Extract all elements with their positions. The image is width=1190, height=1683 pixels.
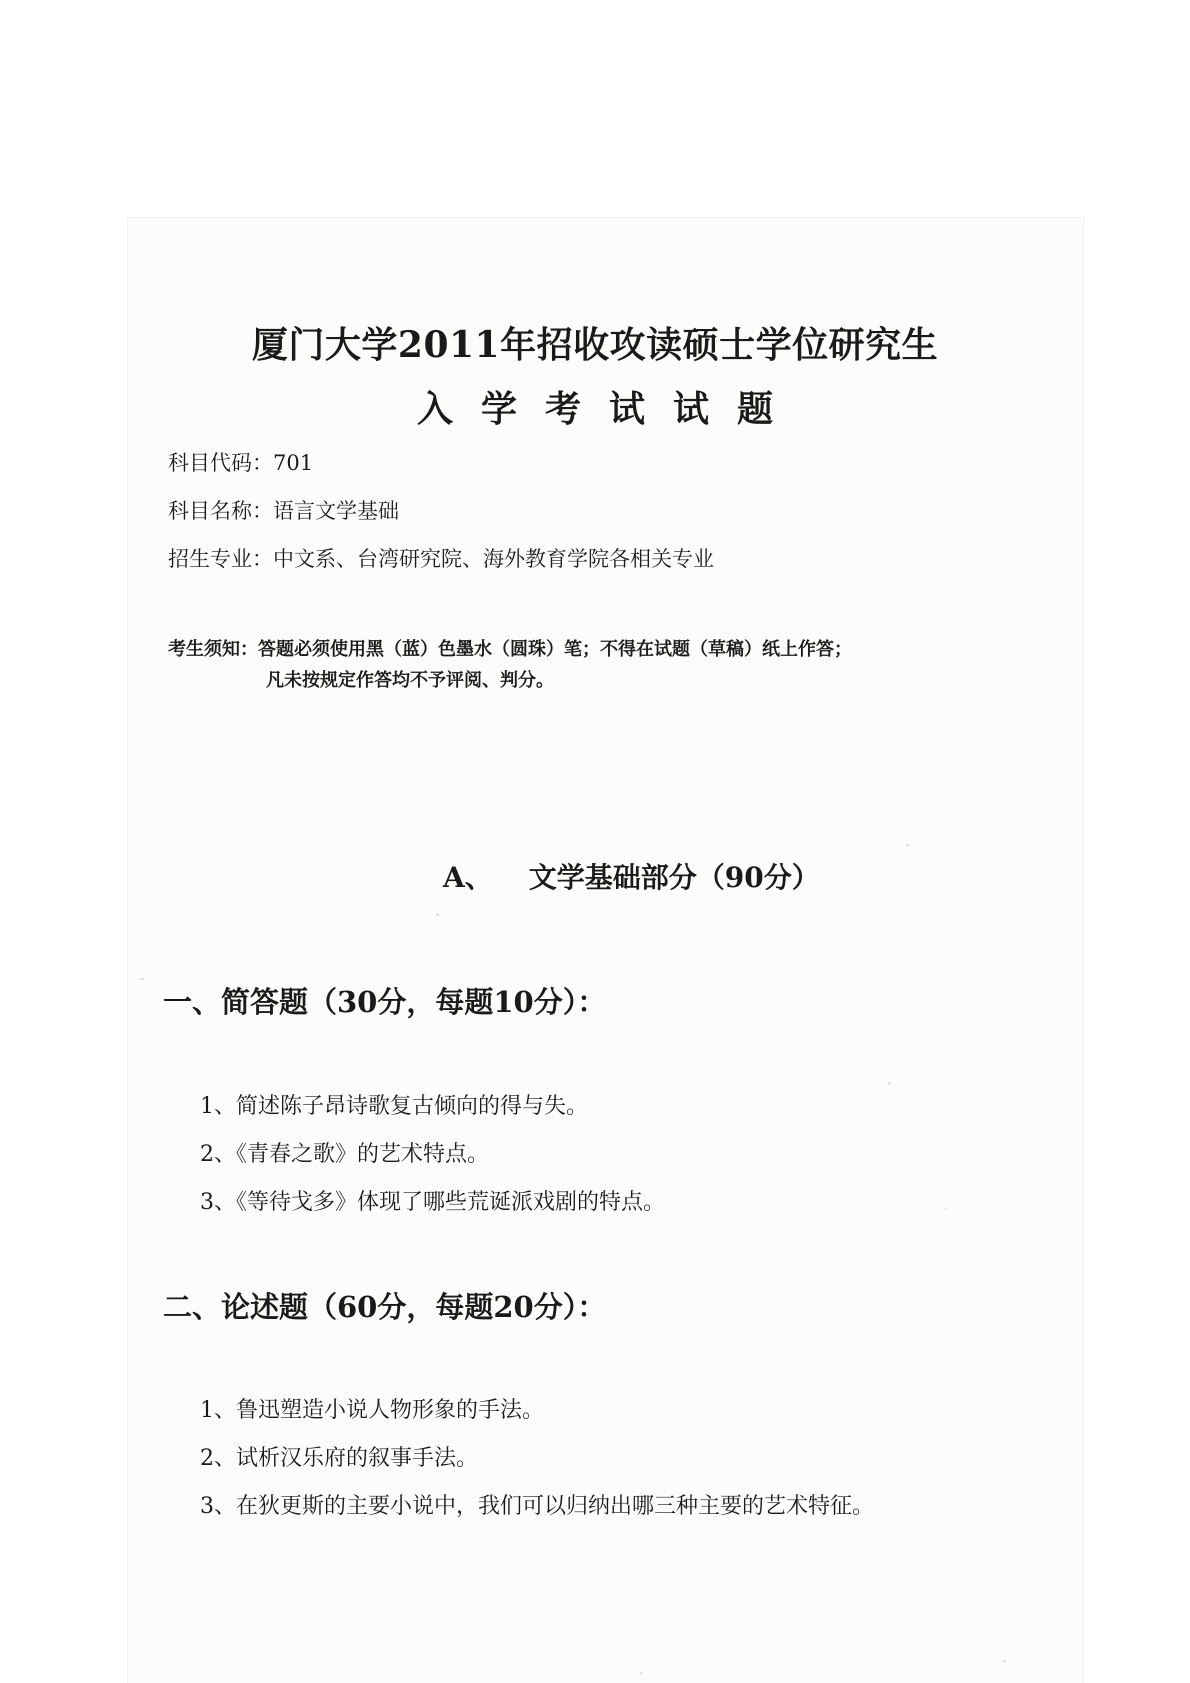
scan-speckle [906, 844, 909, 847]
scan-speckle [140, 978, 144, 980]
section1-question-2: 2、《青春之歌》的艺术特点。 [200, 1142, 489, 1167]
exam-title: 厦门大学2011年招收攻读硕士学位研究生 [251, 324, 939, 366]
section1-heading: 一、简答题（30分，每题10分）： [163, 985, 607, 1019]
exam-notice-line1: 考生须知：答题必须使用黑（蓝）色墨水（圆珠）笔；不得在试题（草稿）纸上作答； [168, 639, 852, 660]
subject-code: 科目代码：701 [168, 451, 314, 475]
part-a-heading [443, 860, 820, 896]
scan-speckle [945, 1208, 947, 1210]
scan-speckle [640, 1672, 643, 1674]
section2-question-2: 2、试析汉乐府的叙事手法。 [200, 1446, 478, 1471]
subject-name: 科目名称：语言文学基础 [168, 499, 399, 523]
section1-question-3: 3、《等待戈多》体现了哪些荒诞派戏剧的特点。 [200, 1190, 665, 1215]
scan-speckle [1003, 1660, 1006, 1663]
section2-question-3: 3、在狄更斯的主要小说中，我们可以归纳出哪三种主要的艺术特征。 [200, 1494, 874, 1519]
scan-speckle [436, 913, 439, 916]
section1-question-1: 1、简述陈子昂诗歌复古倾向的得与失。 [200, 1094, 588, 1119]
section2-question-1: 1、鲁迅塑造小说人物形象的手法。 [200, 1398, 544, 1423]
part-a-title: 文学基础部分（90分） [528, 861, 820, 894]
part-a-label: A、 [443, 861, 493, 894]
majors: 招生专业：中文系、台湾研究院、海外教育学院各相关专业 [168, 547, 714, 571]
exam-subtitle: 入学考试试题 [416, 388, 801, 430]
scan-speckle [888, 1082, 891, 1085]
exam-notice-line2: 凡未按规定作答均不予评阅、判分。 [266, 670, 554, 691]
section2-heading: 二、论述题（60分，每题20分）： [163, 1290, 607, 1324]
